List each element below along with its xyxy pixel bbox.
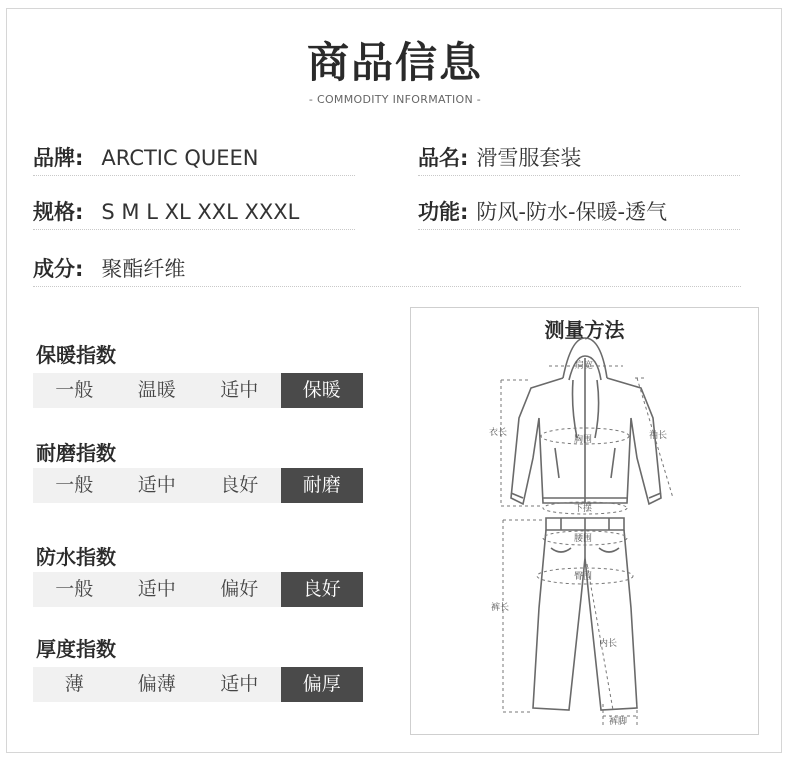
page-subtitle: - COMMODITY INFORMATION - [308, 93, 482, 106]
scale-option: 温暖 [137, 379, 176, 401]
warmth-index-scale [33, 373, 363, 408]
label-hem: 下摆 [574, 504, 593, 514]
scale-option: 一般 [55, 379, 94, 401]
name-value: 滑雪服套装 [476, 146, 582, 170]
info-row-material [33, 252, 741, 287]
label-pants-length: 裤长 [491, 603, 510, 613]
scale-option: 适中 [220, 379, 259, 401]
info-row-size [33, 195, 355, 230]
scale-option: 偏薄 [137, 673, 176, 695]
wear-index-title: 耐磨指数 [36, 441, 116, 465]
label-waist: 腰围 [574, 534, 593, 544]
scale-option: 适中 [220, 673, 259, 695]
info-row-name [418, 141, 740, 176]
scale-option: 适中 [137, 578, 176, 600]
label-hip: 臀围 [574, 572, 593, 582]
scale-option-selected: 良好 [281, 572, 364, 607]
brand-label: 品牌: [33, 146, 84, 170]
page-title: 商品信息 [306, 38, 483, 87]
scale-option: 偏好 [220, 578, 259, 600]
measurement-panel [410, 307, 759, 735]
name-label: 品名: [418, 146, 469, 170]
scale-option: 薄 [64, 673, 84, 695]
label-shoulder: 肩宽 [575, 361, 594, 371]
scale-option: 一般 [55, 578, 94, 600]
pants-outline [533, 518, 637, 710]
label-chest: 胸围 [574, 435, 593, 445]
scale-option-selected: 保暖 [281, 373, 364, 408]
measurement-title: 测量方法 [544, 318, 625, 342]
scale-option-selected: 耐磨 [281, 468, 364, 503]
scale-option: 一般 [55, 474, 94, 496]
info-row-brand [33, 141, 355, 176]
size-value: S M L XL XXL XXXL [101, 200, 300, 224]
thickness-index-title: 厚度指数 [36, 637, 116, 661]
measurement-guides [501, 366, 673, 726]
wear-index-scale [33, 468, 363, 503]
label-length: 衣长 [489, 428, 508, 438]
function-value: 防风-防水-保暖-透气 [476, 200, 668, 224]
material-label: 成分: [33, 257, 84, 281]
waterproof-index-title: 防水指数 [36, 545, 116, 569]
waterproof-index-scale [33, 572, 363, 607]
thickness-index-scale [33, 667, 363, 702]
info-row-function [418, 195, 740, 230]
label-sleeve: 袖长 [649, 431, 668, 441]
size-label: 规格: [33, 200, 84, 224]
brand-value: ARCTIC QUEEN [101, 146, 259, 170]
label-inseam: 内长 [599, 639, 618, 649]
material-value: 聚酯纤维 [101, 257, 186, 281]
function-label: 功能: [418, 200, 469, 224]
scale-option-selected: 偏厚 [281, 667, 364, 702]
scale-option: 适中 [137, 474, 176, 496]
label-leg-opening: 裤脚 [609, 717, 628, 727]
scale-option: 良好 [220, 474, 259, 496]
warmth-index-title: 保暖指数 [36, 343, 116, 367]
clothing-diagram [411, 308, 758, 734]
